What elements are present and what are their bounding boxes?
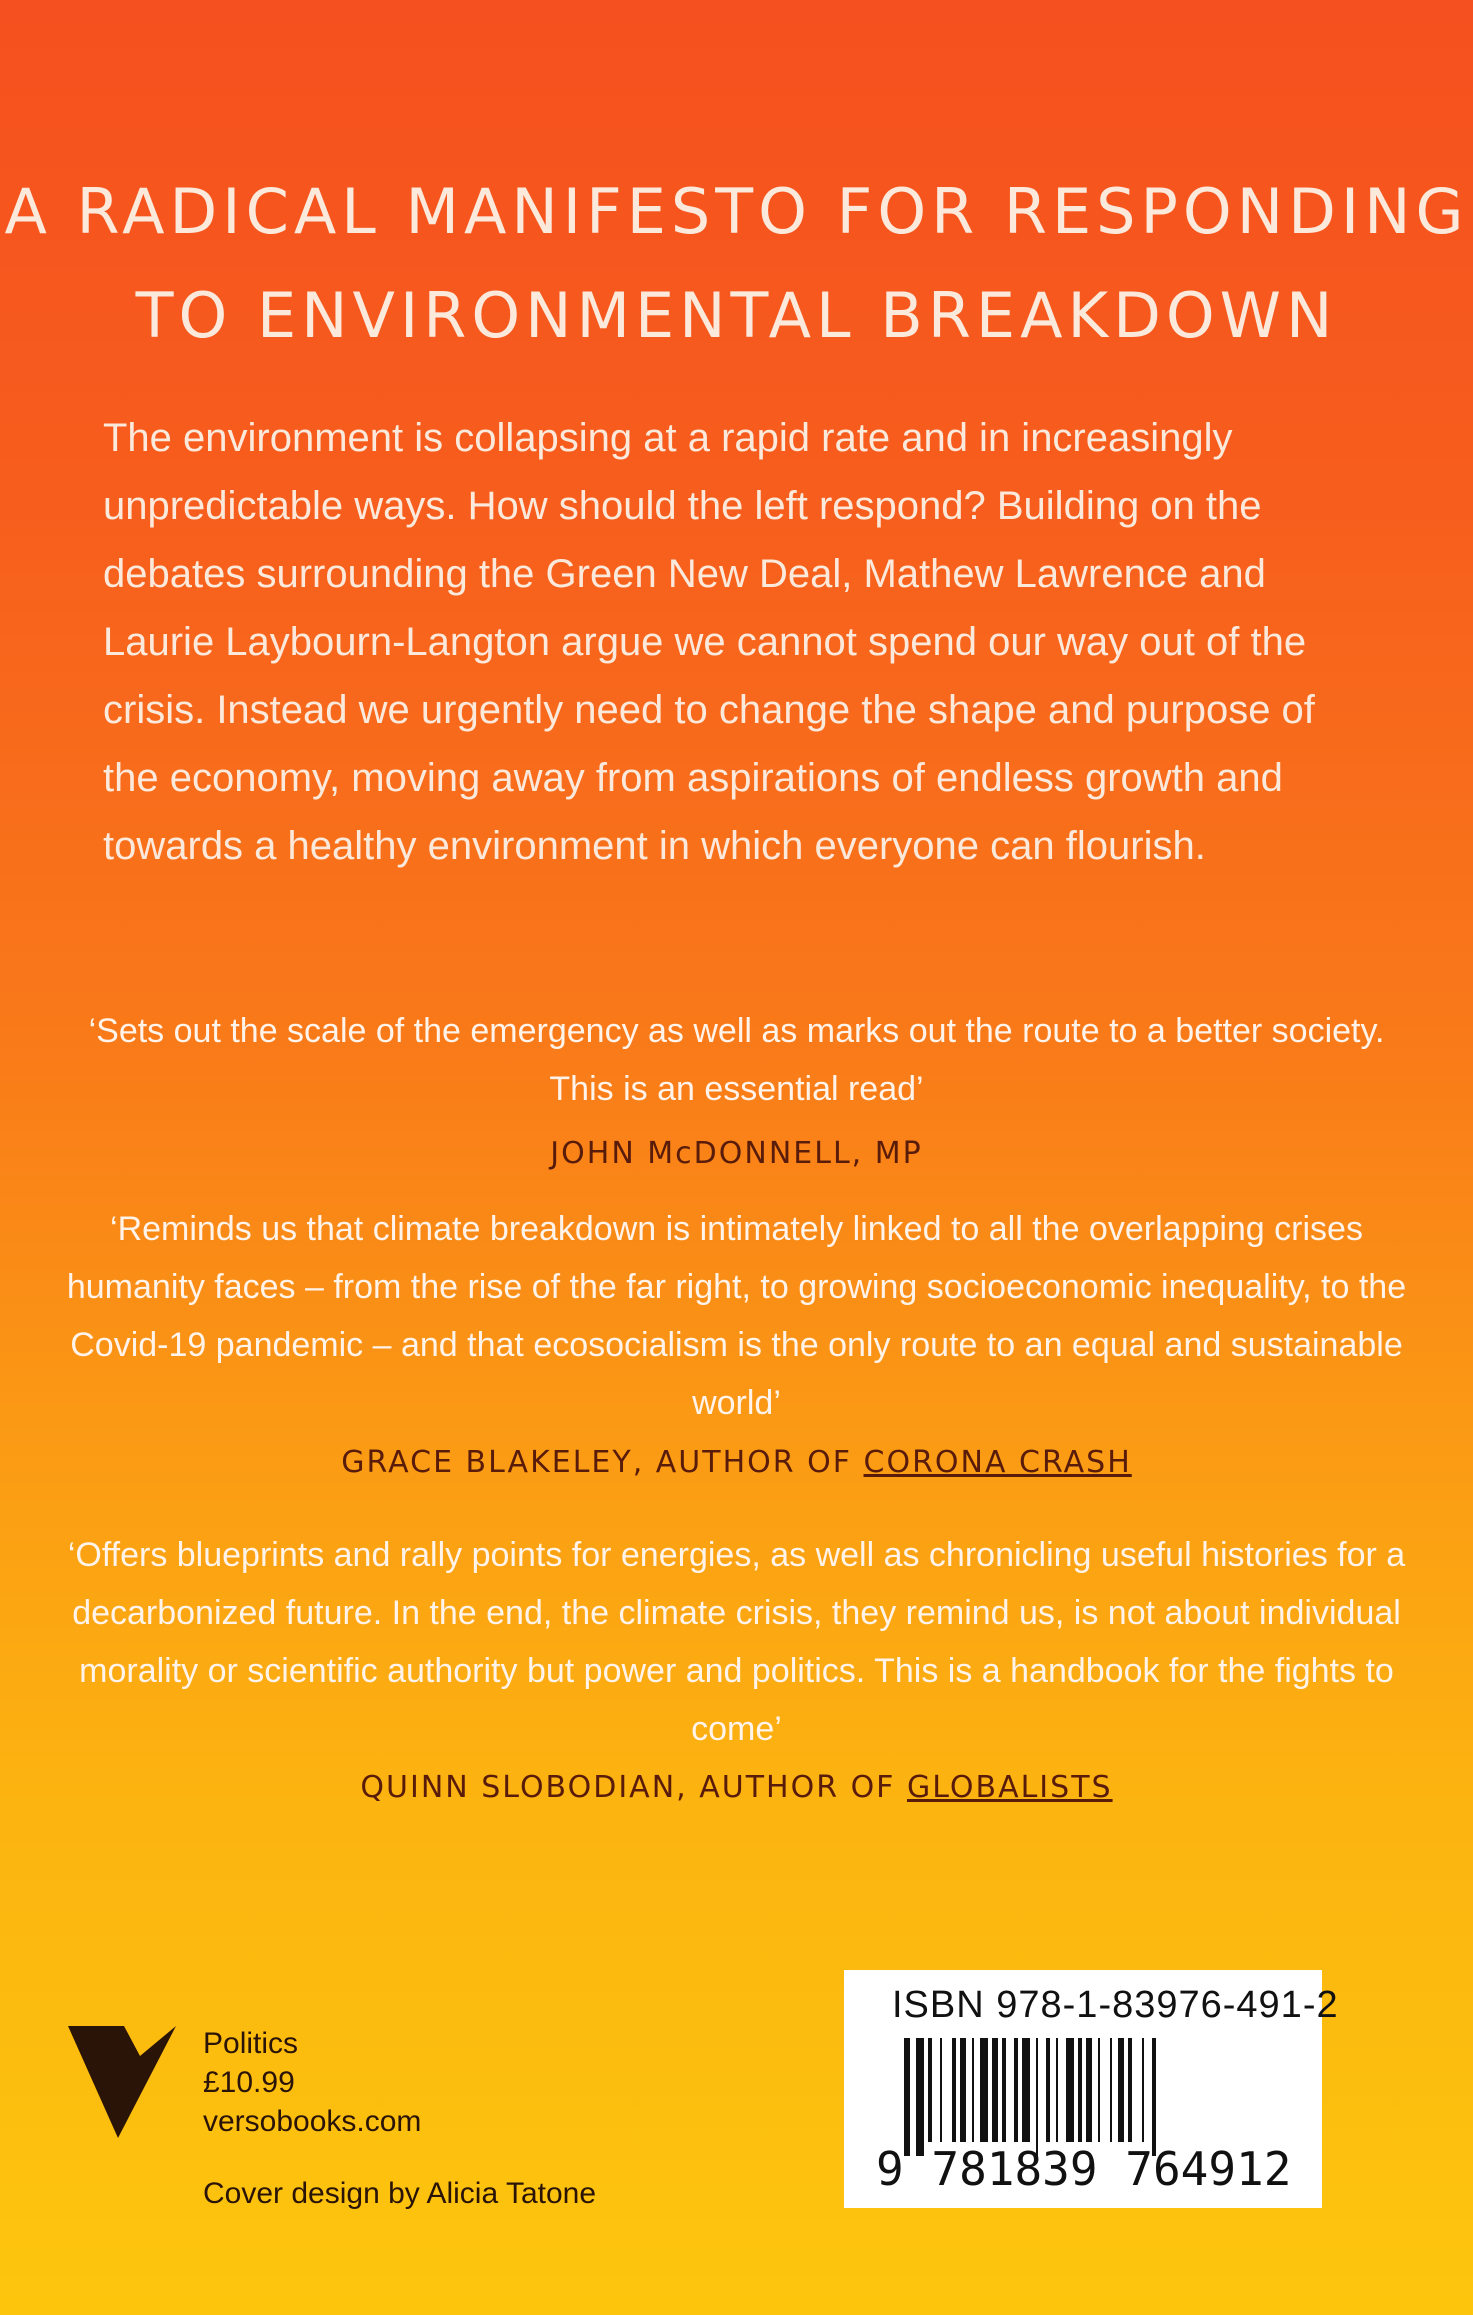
barcode-stripe xyxy=(1128,2038,1132,2142)
barcode-stripe xyxy=(1036,2038,1038,2156)
endorsement-quote-1: ‘Sets out the scale of the emergency as well as marks out the route to a better society. This is an essential read’ xyxy=(88,1012,1385,1108)
book-category: Politics xyxy=(203,2027,299,2060)
barcode-stripe xyxy=(1086,2038,1092,2142)
cover-design-credit: Cover design by Alicia Tatone xyxy=(203,2177,597,2210)
heading-line-2: TO ENVIRONMENTAL BREAKDOWN xyxy=(135,279,1338,352)
barcode-stripe xyxy=(992,2038,998,2142)
isbn-barcode xyxy=(844,1970,1339,2208)
barcode-stripe xyxy=(980,2038,988,2142)
barcode-digits: 9 781839 764912 xyxy=(876,2142,1292,2196)
publisher-info xyxy=(203,2024,421,2141)
barcode-stripe xyxy=(1066,2038,1074,2142)
barcode-stripe xyxy=(1110,2038,1112,2142)
book-price: £10.99 xyxy=(203,2066,295,2099)
endorsement-quote-2: ‘Reminds us that climate breakdown is intimately linked to all the overlapping crises humanity faces – from the rise of the far right, to growing socioeconomic inequality, to the Covid-19 pandemic – and that ecosocialism is the only route to an equal and sustainable world’ xyxy=(66,1210,1407,1422)
barcode-stripe xyxy=(1056,2038,1058,2142)
verso-v-logo-icon xyxy=(68,2026,176,2138)
barcode-stripe xyxy=(916,2038,924,2156)
barcode-stripe xyxy=(972,2038,974,2142)
barcode-stripe xyxy=(1098,2038,1100,2142)
barcode-stripe xyxy=(1046,2038,1050,2142)
attribution-author: GRACE BLAKELEY, AUTHOR OF xyxy=(341,1445,864,1480)
heading-line-1: A RADICAL MANIFESTO FOR RESPONDING xyxy=(4,175,1469,248)
barcode-stripe xyxy=(952,2038,956,2142)
endorsement-attribution-3 xyxy=(60,1770,1413,1805)
barcode-stripe xyxy=(1142,2038,1144,2142)
barcode-stripe xyxy=(1002,2038,1006,2142)
barcode-stripe xyxy=(1022,2038,1030,2142)
attribution-author: JOHN McDONNELL, MP xyxy=(550,1136,923,1171)
barcode-stripe xyxy=(904,2038,910,2156)
attribution-author: QUINN SLOBODIAN, AUTHOR OF xyxy=(360,1770,907,1805)
barcode-stripe xyxy=(1118,2038,1124,2142)
barcode-stripe xyxy=(960,2038,966,2142)
endorsement-quote-3: ‘Offers blueprints and rally points for energies, as well as chronicling useful histories for a decarbonized future. In the end, the climate crisis, they remind us, is not about individual morality or scientific authority but power and politics. This is a handbook for the fights to come’ xyxy=(67,1536,1406,1748)
endorsement-attribution-2 xyxy=(60,1445,1413,1480)
back-cover-heading xyxy=(0,160,1473,368)
attribution-book-title: GLOBALISTS xyxy=(906,1770,1113,1805)
publisher-website: versobooks.com xyxy=(203,2105,422,2138)
endorsement-attribution-1 xyxy=(60,1136,1413,1171)
isbn-label: ISBN 978-1-83976-491-2 xyxy=(892,1984,1339,2026)
barcode-stripe xyxy=(1078,2038,1082,2142)
barcode-stripe xyxy=(1014,2038,1018,2142)
attribution-book-title: CORONA CRASH xyxy=(863,1445,1132,1480)
barcode-stripe xyxy=(940,2038,942,2142)
barcode-stripe xyxy=(928,2038,932,2142)
book-blurb: The environment is collapsing at a rapid rate and in increasingly unpredictable ways. How should the left respond? Building on the debates surrounding the Green New Deal, Mathew Lawrence and Laurie Laybourn-Langton argue we cannot spend our way out of the crisis. Instead we urgently need to change the shape and purpose of the economy, moving away from aspirations of endless growth and towards a healthy environment in which everyone can flourish. xyxy=(103,416,1315,868)
barcode-stripe xyxy=(1152,2038,1156,2156)
